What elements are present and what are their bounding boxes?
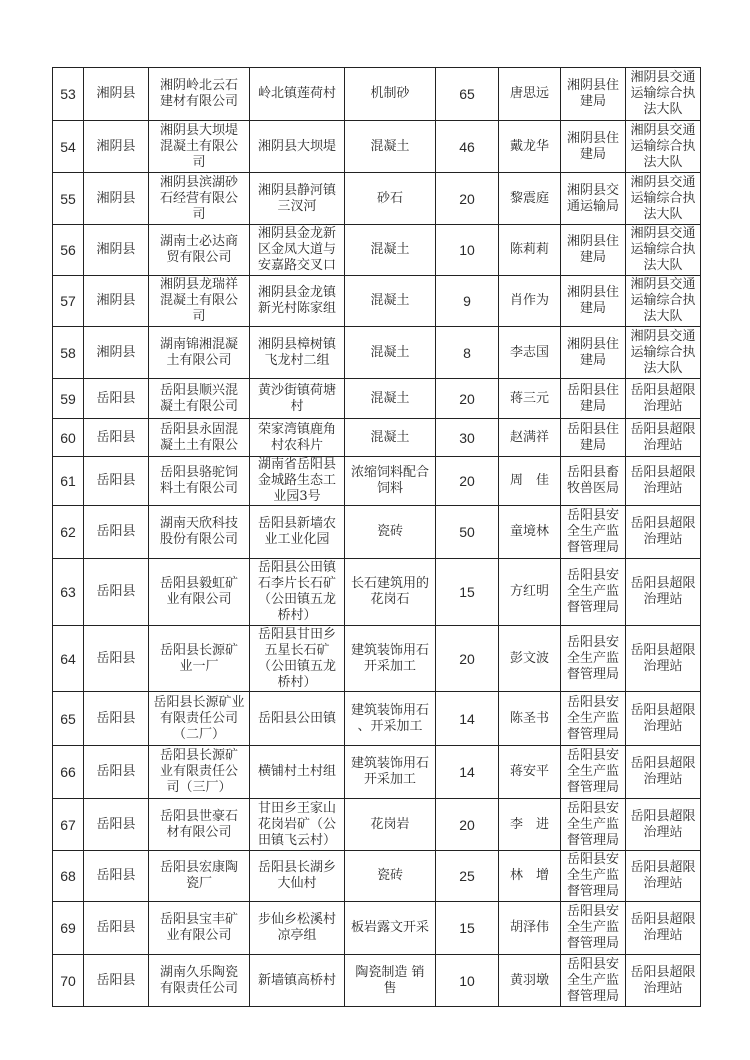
contact-person-cell: 童境林	[499, 506, 561, 559]
address-cell: 湘阴县金龙镇 新光村陈家组	[250, 276, 345, 327]
table-row	[53, 746, 701, 799]
table-row	[53, 692, 701, 746]
address-cell: 甘田乡王家山 花岗岩矿（公 田镇飞云村）	[250, 799, 345, 851]
supervising-department-cell: 岳阳县畜 牧兽医局	[561, 457, 626, 506]
row-number-cell: 63	[53, 559, 84, 626]
contact-person-cell: 林 增	[499, 851, 561, 902]
county-cell: 湘阴县	[84, 121, 149, 173]
product-cell: 陶瓷制造 销 售	[345, 955, 436, 1007]
table-row	[53, 799, 701, 851]
county-cell: 岳阳县	[84, 506, 149, 559]
address-cell: 岭北镇莲荷村	[250, 68, 345, 121]
vehicle-count-cell: 30	[436, 419, 499, 457]
county-cell: 岳阳县	[84, 851, 149, 902]
county-cell: 岳阳县	[84, 626, 149, 692]
county-cell: 岳阳县	[84, 902, 149, 955]
company-name-cell: 岳阳县世豪石 材有限公司	[149, 799, 250, 851]
row-number-cell: 70	[53, 955, 84, 1007]
company-name-cell: 湖南久乐陶瓷 有限责任公司	[149, 955, 250, 1007]
product-cell: 混凝土	[345, 225, 436, 276]
contact-person-cell: 戴龙华	[499, 121, 561, 173]
contact-person-cell: 李志国	[499, 327, 561, 379]
supervising-department-cell: 岳阳县安 全生产监 督管理局	[561, 559, 626, 626]
product-cell: 花岗岩	[345, 799, 436, 851]
table-row	[53, 457, 701, 506]
enforcement-agency-cell: 岳阳县超限 治理站	[626, 746, 701, 799]
supervising-department-cell: 岳阳县安 全生产监 督管理局	[561, 506, 626, 559]
row-number-cell: 69	[53, 902, 84, 955]
table-row	[53, 276, 701, 327]
product-cell: 建筑装饰用石 、开采加工	[345, 692, 436, 746]
table-row	[53, 559, 701, 626]
supervising-department-cell: 岳阳县安 全生产监 督管理局	[561, 746, 626, 799]
vehicle-count-cell: 14	[436, 746, 499, 799]
row-number-cell: 68	[53, 851, 84, 902]
address-cell: 新墙镇高桥村	[250, 955, 345, 1007]
row-number-cell: 55	[53, 173, 84, 225]
supervising-department-cell: 湘阴县住 建局	[561, 225, 626, 276]
county-cell: 岳阳县	[84, 746, 149, 799]
supervising-department-cell: 岳阳县安 全生产监 督管理局	[561, 799, 626, 851]
product-cell: 建筑装饰用石 开采加工	[345, 626, 436, 692]
product-cell: 机制砂	[345, 68, 436, 121]
address-cell: 步仙乡松溪村 凉亭组	[250, 902, 345, 955]
row-number-cell: 67	[53, 799, 84, 851]
county-cell: 岳阳县	[84, 559, 149, 626]
product-cell: 混凝土	[345, 276, 436, 327]
vehicle-count-cell: 20	[436, 173, 499, 225]
table-row	[53, 225, 701, 276]
county-cell: 湘阴县	[84, 276, 149, 327]
address-cell: 湘阴县金龙新 区金凤大道与 安嘉路交叉口	[250, 225, 345, 276]
enforcement-agency-cell: 湘阴县交通 运输综合执 法大队	[626, 276, 701, 327]
row-number-cell: 60	[53, 419, 84, 457]
row-number-cell: 66	[53, 746, 84, 799]
contact-person-cell: 蒋安平	[499, 746, 561, 799]
vehicle-count-cell: 10	[436, 225, 499, 276]
enforcement-agency-cell: 岳阳县超限 治理站	[626, 692, 701, 746]
product-cell: 长石建筑用的 花岗石	[345, 559, 436, 626]
company-name-cell: 岳阳县长源矿 业有限责任公 司（三厂）	[149, 746, 250, 799]
supervising-department-cell: 湘阴县住 建局	[561, 327, 626, 379]
row-number-cell: 56	[53, 225, 84, 276]
county-cell: 岳阳县	[84, 379, 149, 419]
enforcement-agency-cell: 湘阴县交通 运输综合执 法大队	[626, 225, 701, 276]
address-cell: 岳阳县公田镇 石李片长石矿 （公田镇五龙 桥村）	[250, 559, 345, 626]
supervising-department-cell: 湘阴县住 建局	[561, 276, 626, 327]
supervising-department-cell: 湘阴县交 通运输局	[561, 173, 626, 225]
supervising-department-cell: 湘阴县住 建局	[561, 68, 626, 121]
enforcement-agency-cell: 湘阴县交通 运输综合执 法大队	[626, 173, 701, 225]
product-cell: 砂石	[345, 173, 436, 225]
vehicle-count-cell: 10	[436, 955, 499, 1007]
contact-person-cell: 李 进	[499, 799, 561, 851]
contact-person-cell: 胡泽伟	[499, 902, 561, 955]
table-row	[53, 626, 701, 692]
contact-person-cell: 肖作为	[499, 276, 561, 327]
enforcement-agency-cell: 岳阳县超限 治理站	[626, 506, 701, 559]
row-number-cell: 58	[53, 327, 84, 379]
county-cell: 湘阴县	[84, 68, 149, 121]
product-cell: 混凝土	[345, 419, 436, 457]
enforcement-agency-cell: 岳阳县超限 治理站	[626, 799, 701, 851]
vehicle-count-cell: 20	[436, 457, 499, 506]
county-cell: 岳阳县	[84, 419, 149, 457]
company-name-cell: 湖南士必达商 贸有限公司	[149, 225, 250, 276]
enforcement-agency-cell: 岳阳县超限 治理站	[626, 457, 701, 506]
vehicle-count-cell: 20	[436, 799, 499, 851]
row-number-cell: 62	[53, 506, 84, 559]
address-cell: 岳阳县甘田乡 五星长石矿 （公田镇五龙 桥村）	[250, 626, 345, 692]
company-name-cell: 岳阳县永固混 凝土土有限公	[149, 419, 250, 457]
company-name-cell: 湖南锦湘混凝 土有限公司	[149, 327, 250, 379]
county-cell: 岳阳县	[84, 457, 149, 506]
company-name-cell: 湘阴岭北云石 建材有限公司	[149, 68, 250, 121]
vehicle-count-cell: 46	[436, 121, 499, 173]
county-cell: 岳阳县	[84, 692, 149, 746]
vehicle-count-cell: 14	[436, 692, 499, 746]
address-cell: 黄沙街镇荷塘 村	[250, 379, 345, 419]
enforcement-agency-cell: 湘阴县交通 运输综合执 法大队	[626, 327, 701, 379]
product-cell: 混凝土	[345, 327, 436, 379]
table-row	[53, 419, 701, 457]
contact-person-cell: 陈圣书	[499, 692, 561, 746]
vehicle-count-cell: 65	[436, 68, 499, 121]
company-name-cell: 湘阴县龙瑞祥 混凝土有限公 司	[149, 276, 250, 327]
supervising-department-cell: 岳阳县安 全生产监 督管理局	[561, 955, 626, 1007]
contact-person-cell: 方红明	[499, 559, 561, 626]
county-cell: 湘阴县	[84, 327, 149, 379]
enforcement-agency-cell: 岳阳县超限 治理站	[626, 955, 701, 1007]
table-row	[53, 68, 701, 121]
table-row	[53, 327, 701, 379]
company-name-cell: 岳阳县长源矿业 有限责任公司 （二厂）	[149, 692, 250, 746]
product-cell: 瓷砖	[345, 506, 436, 559]
table-row	[53, 121, 701, 173]
enforcement-agency-cell: 岳阳县超限 治理站	[626, 559, 701, 626]
vehicle-count-cell: 20	[436, 379, 499, 419]
supervising-department-cell: 岳阳县住 建局	[561, 419, 626, 457]
contact-person-cell: 黎震庭	[499, 173, 561, 225]
company-name-cell: 湘阴县滨湖砂 石经营有限公 司	[149, 173, 250, 225]
contact-person-cell: 黄羽墩	[499, 955, 561, 1007]
supervising-department-cell: 岳阳县安 全生产监 督管理局	[561, 851, 626, 902]
county-cell: 岳阳县	[84, 955, 149, 1007]
address-cell: 湘阴县静河镇 三汊河	[250, 173, 345, 225]
vehicle-count-cell: 25	[436, 851, 499, 902]
supervising-department-cell: 岳阳县安 全生产监 督管理局	[561, 626, 626, 692]
vehicle-count-cell: 15	[436, 559, 499, 626]
address-cell: 岳阳县公田镇	[250, 692, 345, 746]
company-name-cell: 岳阳县宝丰矿 业有限公司	[149, 902, 250, 955]
enforcement-agency-cell: 岳阳县超限 治理站	[626, 851, 701, 902]
table-row	[53, 851, 701, 902]
contact-person-cell: 彭文波	[499, 626, 561, 692]
address-cell: 湖南省岳阳县 金城路生态工 业园3号	[250, 457, 345, 506]
table-row	[53, 902, 701, 955]
company-name-cell: 湖南天欣科技 股份有限公司	[149, 506, 250, 559]
company-name-cell: 岳阳县长源矿 业一厂	[149, 626, 250, 692]
table-row	[53, 379, 701, 419]
vehicle-count-cell: 50	[436, 506, 499, 559]
row-number-cell: 64	[53, 626, 84, 692]
vehicle-count-cell: 15	[436, 902, 499, 955]
enforcement-agency-cell: 湘阴县交通 运输综合执 法大队	[626, 68, 701, 121]
product-cell: 混凝土	[345, 121, 436, 173]
product-cell: 混凝土	[345, 379, 436, 419]
row-number-cell: 54	[53, 121, 84, 173]
county-cell: 湘阴县	[84, 173, 149, 225]
address-cell: 横铺村土村组	[250, 746, 345, 799]
vehicle-count-cell: 8	[436, 327, 499, 379]
company-name-cell: 岳阳县毅虹矿 业有限公司	[149, 559, 250, 626]
row-number-cell: 65	[53, 692, 84, 746]
row-number-cell: 57	[53, 276, 84, 327]
supervising-department-cell: 岳阳县安 全生产监 督管理局	[561, 692, 626, 746]
vehicle-count-cell: 20	[436, 626, 499, 692]
address-cell: 湘阴县樟树镇 飞龙村二组	[250, 327, 345, 379]
address-cell: 荣家湾镇鹿角 村农科片	[250, 419, 345, 457]
product-cell: 建筑装饰用石 开采加工	[345, 746, 436, 799]
company-name-cell: 湘阴县大坝堤 混凝土有限公 司	[149, 121, 250, 173]
county-cell: 湘阴县	[84, 225, 149, 276]
enforcement-agency-cell: 岳阳县超限 治理站	[626, 419, 701, 457]
company-name-cell: 岳阳县宏康陶 瓷厂	[149, 851, 250, 902]
row-number-cell: 59	[53, 379, 84, 419]
contact-person-cell: 周 佳	[499, 457, 561, 506]
contact-person-cell: 唐思远	[499, 68, 561, 121]
enforcement-agency-cell: 岳阳县超限 治理站	[626, 902, 701, 955]
vehicle-count-cell: 9	[436, 276, 499, 327]
enterprise-table	[52, 67, 701, 1007]
contact-person-cell: 蒋三元	[499, 379, 561, 419]
table-row	[53, 506, 701, 559]
product-cell: 浓缩饲料配合 饲料	[345, 457, 436, 506]
enforcement-agency-cell: 湘阴县交通 运输综合执 法大队	[626, 121, 701, 173]
product-cell: 板岩露文开采	[345, 902, 436, 955]
row-number-cell: 53	[53, 68, 84, 121]
row-number-cell: 61	[53, 457, 84, 506]
address-cell: 岳阳县新墙农 业工业化园	[250, 506, 345, 559]
contact-person-cell: 陈莉莉	[499, 225, 561, 276]
table-row	[53, 955, 701, 1007]
company-name-cell: 岳阳县顺兴混 凝土有限公司	[149, 379, 250, 419]
contact-person-cell: 赵满祥	[499, 419, 561, 457]
table-row	[53, 173, 701, 225]
address-cell: 岳阳县长湖乡 大仙村	[250, 851, 345, 902]
enforcement-agency-cell: 岳阳县超限 治理站	[626, 626, 701, 692]
supervising-department-cell: 湘阴县住 建局	[561, 121, 626, 173]
enforcement-agency-cell: 岳阳县超限 治理站	[626, 379, 701, 419]
company-name-cell: 岳阳县骆驼饲 料土有限公司	[149, 457, 250, 506]
supervising-department-cell: 岳阳县住 建局	[561, 379, 626, 419]
supervising-department-cell: 岳阳县安 全生产监 督管理局	[561, 902, 626, 955]
county-cell: 岳阳县	[84, 799, 149, 851]
product-cell: 瓷砖	[345, 851, 436, 902]
address-cell: 湘阴县大坝堤	[250, 121, 345, 173]
